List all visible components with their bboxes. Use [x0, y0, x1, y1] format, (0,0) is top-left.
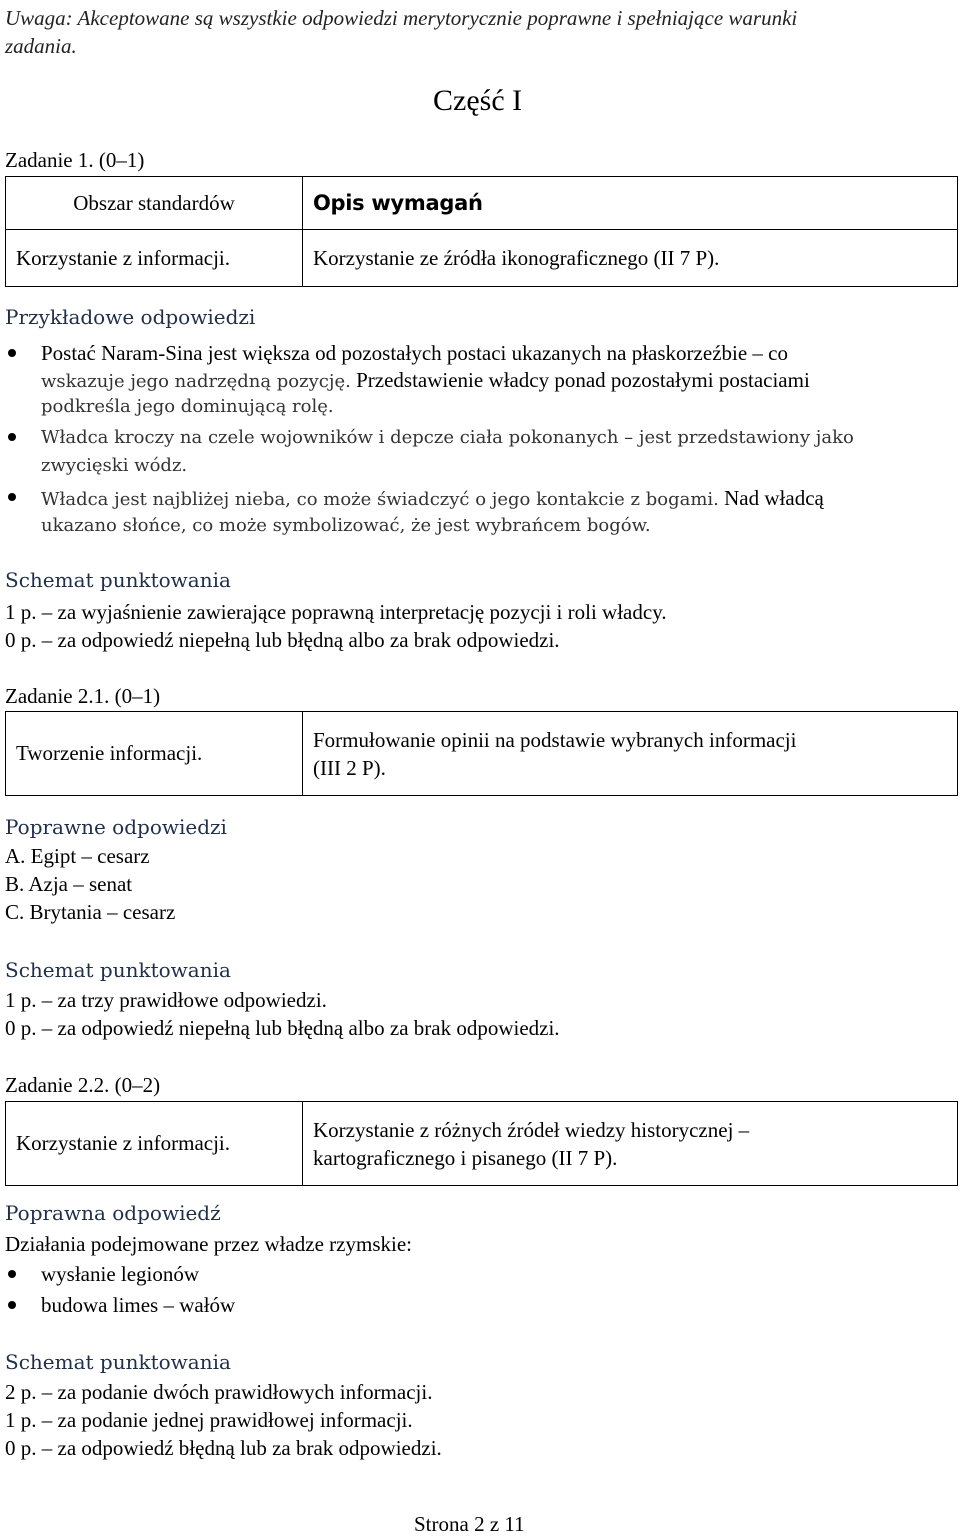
- task1-col1-header: Obszar standardów: [6, 177, 303, 230]
- task21-title: Zadanie 2.1. (0–1): [5, 684, 161, 708]
- page-footer: Strona 2 z 11: [414, 1512, 525, 1536]
- task22-answer-1: wysłanie legionów: [41, 1262, 200, 1286]
- task1-answer-2-line-2: zwycięski wódz.: [41, 455, 188, 476]
- bullet-icon: [8, 1301, 16, 1309]
- task1-col2-header: Opis wymagań: [303, 177, 958, 230]
- task21-scoring-2: 0 p. – za odpowiedź niepełną lub błędną albo za brak odpowiedzi.: [5, 1016, 560, 1040]
- task22-col2-line-2: kartograficznego i pisanego (II 7 P).: [313, 1145, 618, 1170]
- task21-answers-heading: Poprawne odpowiedzi: [5, 815, 227, 839]
- task1-scoring-heading: Schemat punktowania: [5, 568, 231, 592]
- task21-answer-c: C. Brytania – cesarz: [5, 900, 176, 924]
- bullet-icon: [8, 1270, 16, 1278]
- task22-scoring-3: 0 p. – za odpowiedź błędną lub za brak odpowiedzi.: [5, 1436, 442, 1460]
- task21-col2-line-1: Formułowanie opinii na podstawie wybranych informacji: [313, 727, 797, 752]
- task22-title: Zadanie 2.2. (0–2): [5, 1073, 161, 1097]
- task1-scoring-2: 0 p. – za odpowiedź niepełną lub błędną albo za brak odpowiedzi.: [5, 628, 560, 652]
- task21-col2: [303, 712, 958, 796]
- task1-answer-3-line-2: ukazano słońce, co może symbolizować, że jest wybrańcem bogów.: [41, 515, 651, 536]
- task1-answer-1-line-3: podkreśla jego dominującą rolę.: [41, 396, 334, 417]
- task1-table: [5, 176, 958, 287]
- task1-col1-value: Korzystanie z informacji.: [6, 230, 303, 287]
- task1-answer-3-line-1: Władca jest najbliżej nieba, co może świadczyć o jego kontakcie z bogami. Nad władcą: [41, 486, 824, 510]
- task22-scoring-1: 2 p. – za podanie dwóch prawidłowych informacji.: [5, 1380, 433, 1404]
- task21-col2-line-2: (III 2 P).: [313, 755, 386, 780]
- task21-answer-b: B. Azja – senat: [5, 872, 133, 896]
- task21-table: [5, 711, 958, 796]
- task1-scoring-1: 1 p. – za wyjaśnienie zawierające poprawną interpretację pozycji i roli władcy.: [5, 600, 667, 624]
- task21-scoring-heading: Schemat punktowania: [5, 958, 231, 982]
- task1-title: Zadanie 1. (0–1): [5, 148, 145, 172]
- task1-answers-heading: Przykładowe odpowiedzi: [5, 305, 256, 329]
- task22-col2: [303, 1102, 958, 1186]
- note-line-2: zadania.: [5, 34, 77, 58]
- task1-col2-value: Korzystanie ze źródła ikonograficznego (II 7 P).: [303, 230, 958, 287]
- task22-table: [5, 1101, 958, 1186]
- task1-answer-2-line-1: Władca kroczy na czele wojowników i depcze ciała pokonanych – jest przedstawiony jako: [41, 427, 854, 448]
- task22-scoring-2: 1 p. – za podanie jednej prawidłowej informacji.: [5, 1408, 413, 1432]
- task1-answer-1-line-2: wskazuje jego nadrzędną pozycję. Przedstawienie władcy ponad pozostałymi postaciami: [41, 368, 810, 392]
- task22-answer-2: budowa limes – wałów: [41, 1293, 236, 1317]
- task1-answer-1-line-1: Postać Naram-Sina jest większa od pozostałych postaci ukazanych na płaskorzeźbie – co: [41, 341, 788, 365]
- part-title: Część I: [433, 84, 523, 117]
- task22-answer-intro: Działania podejmowane przez władze rzymskie:: [5, 1232, 412, 1256]
- bullet-icon: [8, 349, 16, 357]
- task21-scoring-1: 1 p. – za trzy prawidłowe odpowiedzi.: [5, 988, 327, 1012]
- bullet-icon: [8, 493, 16, 501]
- task22-scoring-heading: Schemat punktowania: [5, 1350, 231, 1374]
- task22-col2-line-1: Korzystanie z różnych źródeł wiedzy historycznej –: [313, 1117, 750, 1142]
- task21-answer-a: A. Egipt – cesarz: [5, 844, 150, 868]
- note-line-1: Uwaga: Akceptowane są wszystkie odpowiedzi merytorycznie poprawne i spełniające warunki: [5, 6, 798, 30]
- task22-col1: Korzystanie z informacji.: [6, 1102, 303, 1186]
- task22-answer-heading: Poprawna odpowiedź: [5, 1201, 221, 1225]
- task21-col1: Tworzenie informacji.: [6, 712, 303, 796]
- bullet-icon: [8, 433, 16, 441]
